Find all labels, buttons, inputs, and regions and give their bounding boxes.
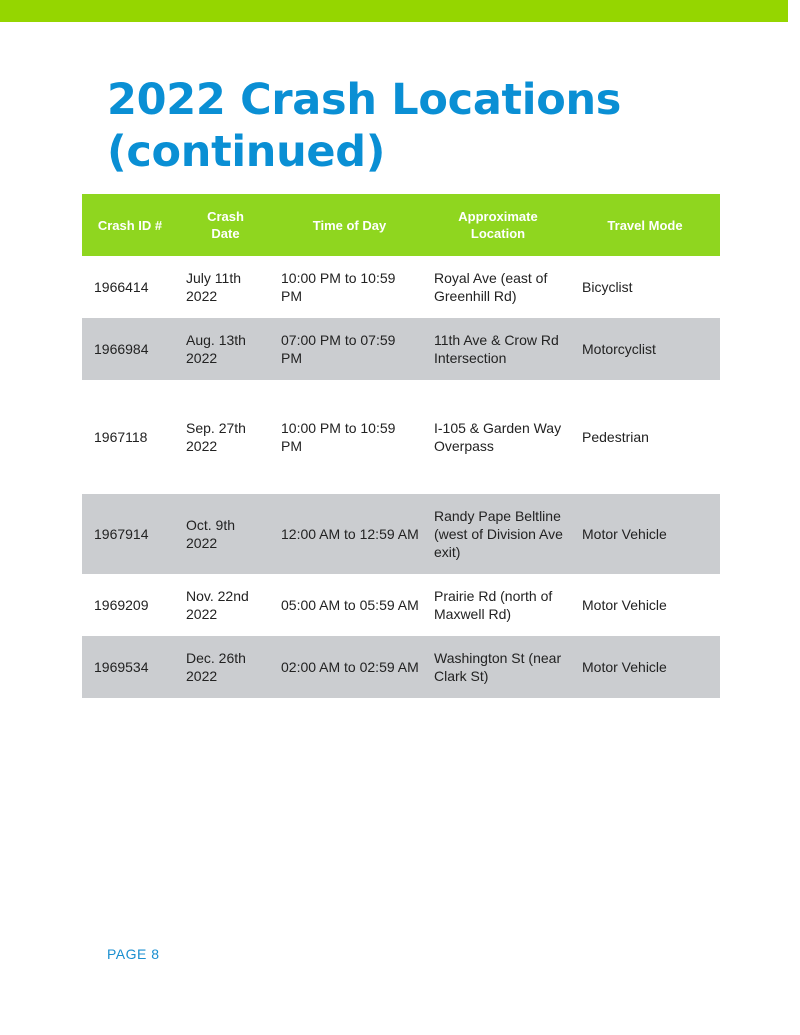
cell-location: Washington St (near Clark St) [426, 636, 570, 698]
cell-location: Royal Ave (east of Greenhill Rd) [434, 270, 548, 304]
header-travel-mode: Travel Mode [570, 194, 720, 256]
cell-crash-id: 1969534 [82, 636, 178, 698]
header-crash-date: Crash Date [178, 194, 273, 256]
cell-time-of-day: 12:00 AM to 12:59 AM [273, 494, 426, 574]
crash-locations-table [82, 194, 720, 698]
table-row [82, 318, 720, 380]
header-approximate-location: Approximate Location [426, 194, 570, 256]
cell-crash-date: Dec. 26th 2022 [178, 636, 273, 698]
cell-location: Prairie Rd (north of Maxwell Rd) [434, 588, 553, 622]
cell-crash-date: Aug. 13th 2022 [178, 318, 273, 380]
cell-travel-mode: Motor Vehicle [570, 636, 720, 698]
cell-crash-date: Nov. 22nd 2022 [186, 588, 249, 622]
page-title: 2022 Crash Locations (continued) [107, 75, 622, 177]
cell-travel-mode: Bicyclist [582, 279, 633, 295]
cell-location: I-105 & Garden Way Overpass [434, 420, 562, 454]
table-header-row [82, 194, 720, 256]
table-row [82, 636, 720, 698]
cell-crash-id: 1967118 [94, 429, 148, 445]
cell-crash-id: 1966414 [94, 279, 149, 295]
table-row [82, 494, 720, 574]
table-row [82, 574, 720, 636]
cell-crash-id: 1966984 [82, 318, 178, 380]
cell-time-of-day: 05:00 AM to 05:59 AM [281, 597, 419, 613]
cell-crash-date: Sep. 27th 2022 [186, 420, 246, 454]
table-row [82, 380, 720, 494]
cell-time-of-day: 10:00 PM to 10:59 PM [281, 420, 396, 454]
table-row [82, 256, 720, 318]
page-number: PAGE 8 [107, 946, 160, 962]
cell-crash-date: Oct. 9th 2022 [178, 494, 273, 574]
cell-crash-date: July 11th 2022 [186, 270, 241, 304]
cell-travel-mode: Pedestrian [582, 429, 649, 445]
cell-location: Randy Pape Beltline (west of Division Ave exit) [426, 494, 570, 574]
cell-crash-id: 1967914 [82, 494, 178, 574]
cell-travel-mode: Motor Vehicle [582, 597, 667, 613]
cell-time-of-day: 10:00 PM to 10:59 PM [281, 270, 396, 304]
cell-crash-id: 1969209 [94, 597, 149, 613]
cell-travel-mode: Motorcyclist [570, 318, 720, 380]
header-time-of-day: Time of Day [273, 194, 426, 256]
cell-time-of-day: 07:00 PM to 07:59 PM [273, 318, 426, 380]
cell-time-of-day: 02:00 AM to 02:59 AM [273, 636, 426, 698]
cell-travel-mode: Motor Vehicle [570, 494, 720, 574]
cell-location: 11th Ave & Crow Rd Intersection [426, 318, 570, 380]
header-crash-id: Crash ID # [82, 194, 178, 256]
top-accent-bar [0, 0, 788, 22]
